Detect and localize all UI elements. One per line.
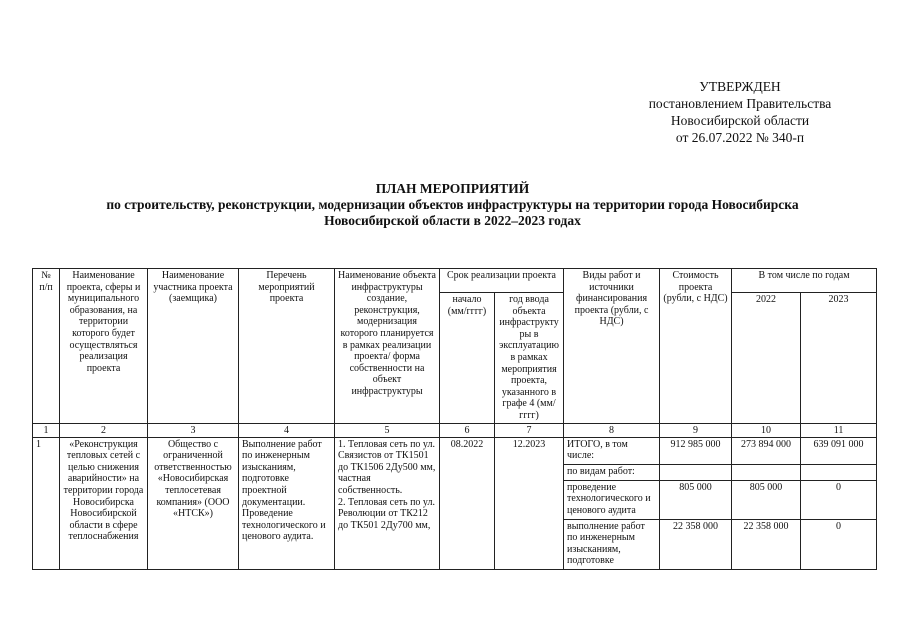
work-2022-surveys: 22 358 000	[732, 519, 801, 569]
row-participant: Общество с ограниченной ответственностью «Новосибирская теплосетевая компания» (ООО «НТСК»)	[148, 437, 239, 569]
approval-line-3: Новосибирской области	[670, 113, 810, 128]
header-years-group: В том числе по годам	[732, 269, 877, 293]
work-cost-audit: 805 000	[660, 480, 732, 519]
column-number: 10	[732, 423, 801, 437]
work-type-surveys: выполнение работ по инженерным изысканиям, подготовке	[564, 519, 660, 569]
header-year-2023: 2023	[801, 293, 877, 424]
row-project: «Реконструкция тепловых сетей с целью снижения аварийности» на территории города Новосибирска Новосибирской области в сфере теплоснабжения	[60, 437, 148, 569]
work-2023-audit: 0	[801, 480, 877, 519]
row-start: 08.2022	[440, 437, 495, 569]
column-number: 6	[440, 423, 495, 437]
row-number: 1	[33, 437, 60, 569]
row-object	[335, 437, 440, 569]
title-line-1: ПЛАН МЕРОПРИЯТИЙ	[375, 181, 530, 196]
header-cost: Стоимость проекта (рубли, с НДС)	[660, 269, 732, 424]
approval-line-4: от 26.07.2022 № 340-п	[675, 130, 805, 145]
approval-stamp	[620, 78, 860, 146]
row-measures: Выполнение работ по инженерным изысканиям, подготовке проектной документации. Проведение технологического и ценового аудита.	[239, 437, 335, 569]
column-number: 8	[564, 423, 660, 437]
header-term-group: Срок реализации проекта	[440, 269, 564, 293]
object-item-1: 1. Тепловая сеть по ул. Связистов от ТК1501 до ТК1506 2Ду500 мм, частная собственность.	[338, 438, 436, 496]
column-number: 11	[801, 423, 877, 437]
column-number-row	[33, 423, 877, 437]
work-cost-by-kind	[660, 464, 732, 480]
row-commissioning: 12.2023	[495, 437, 564, 569]
title-line-2: по строительству, реконструкции, модернизации объектов инфраструктуры на территории города Новосибирска	[106, 197, 799, 212]
title-line-3: Новосибирской области в 2022–2023 годах	[324, 213, 581, 228]
approval-line-2: постановлением Правительства	[648, 96, 832, 111]
work-cost-surveys: 22 358 000	[660, 519, 732, 569]
column-number: 1	[33, 423, 60, 437]
column-number: 3	[148, 423, 239, 437]
header-start: начало (мм/гггг)	[440, 293, 495, 424]
column-number: 2	[60, 423, 148, 437]
column-number: 4	[239, 423, 335, 437]
table-row	[33, 437, 877, 464]
work-type-total: ИТОГО, в том числе:	[564, 437, 660, 464]
work-2022-total: 273 894 000	[732, 437, 801, 464]
header-row-1	[33, 269, 877, 293]
work-2023-by-kind	[801, 464, 877, 480]
object-item-2: 2. Тепловая сеть по ул. Революции от ТК212 до ТК501 2Ду700 мм,	[338, 496, 435, 531]
column-number: 9	[660, 423, 732, 437]
work-2022-audit: 805 000	[732, 480, 801, 519]
document-title	[20, 181, 885, 229]
work-2023-total: 639 091 000	[801, 437, 877, 464]
header-object: Наименование объекта инфраструктуры создание, реконструкция, модернизация которого планируется в рамках реализации проекта/ форма собственности на объект инфраструктуры	[335, 269, 440, 424]
header-works: Виды работ и источники финансирования проекта (рубли, с НДС)	[564, 269, 660, 424]
header-num: № п/п	[33, 269, 60, 424]
work-type-audit: проведение технологического и ценового аудита	[564, 480, 660, 519]
approval-line-1: УТВЕРЖДЕН	[699, 79, 781, 94]
column-number: 7	[495, 423, 564, 437]
header-year-2022: 2022	[732, 293, 801, 424]
work-cost-total: 912 985 000	[660, 437, 732, 464]
plan-table	[32, 268, 877, 570]
header-project: Наименование проекта, сферы и муниципального образования, на территории которого будет осуществляться реализация проекта	[60, 269, 148, 424]
header-measures: Перечень мероприятий проекта	[239, 269, 335, 424]
work-2022-by-kind	[732, 464, 801, 480]
work-type-by-kind: по видам работ:	[564, 464, 660, 480]
work-2023-surveys: 0	[801, 519, 877, 569]
column-number: 5	[335, 423, 440, 437]
header-commissioning: год ввода объекта инфраструктуры в эксплуатацию в рамках мероприятия проекта, указанного в графе 4 (мм/гггг)	[495, 293, 564, 424]
header-participant: Наименование участника проекта (заемщика)	[148, 269, 239, 424]
